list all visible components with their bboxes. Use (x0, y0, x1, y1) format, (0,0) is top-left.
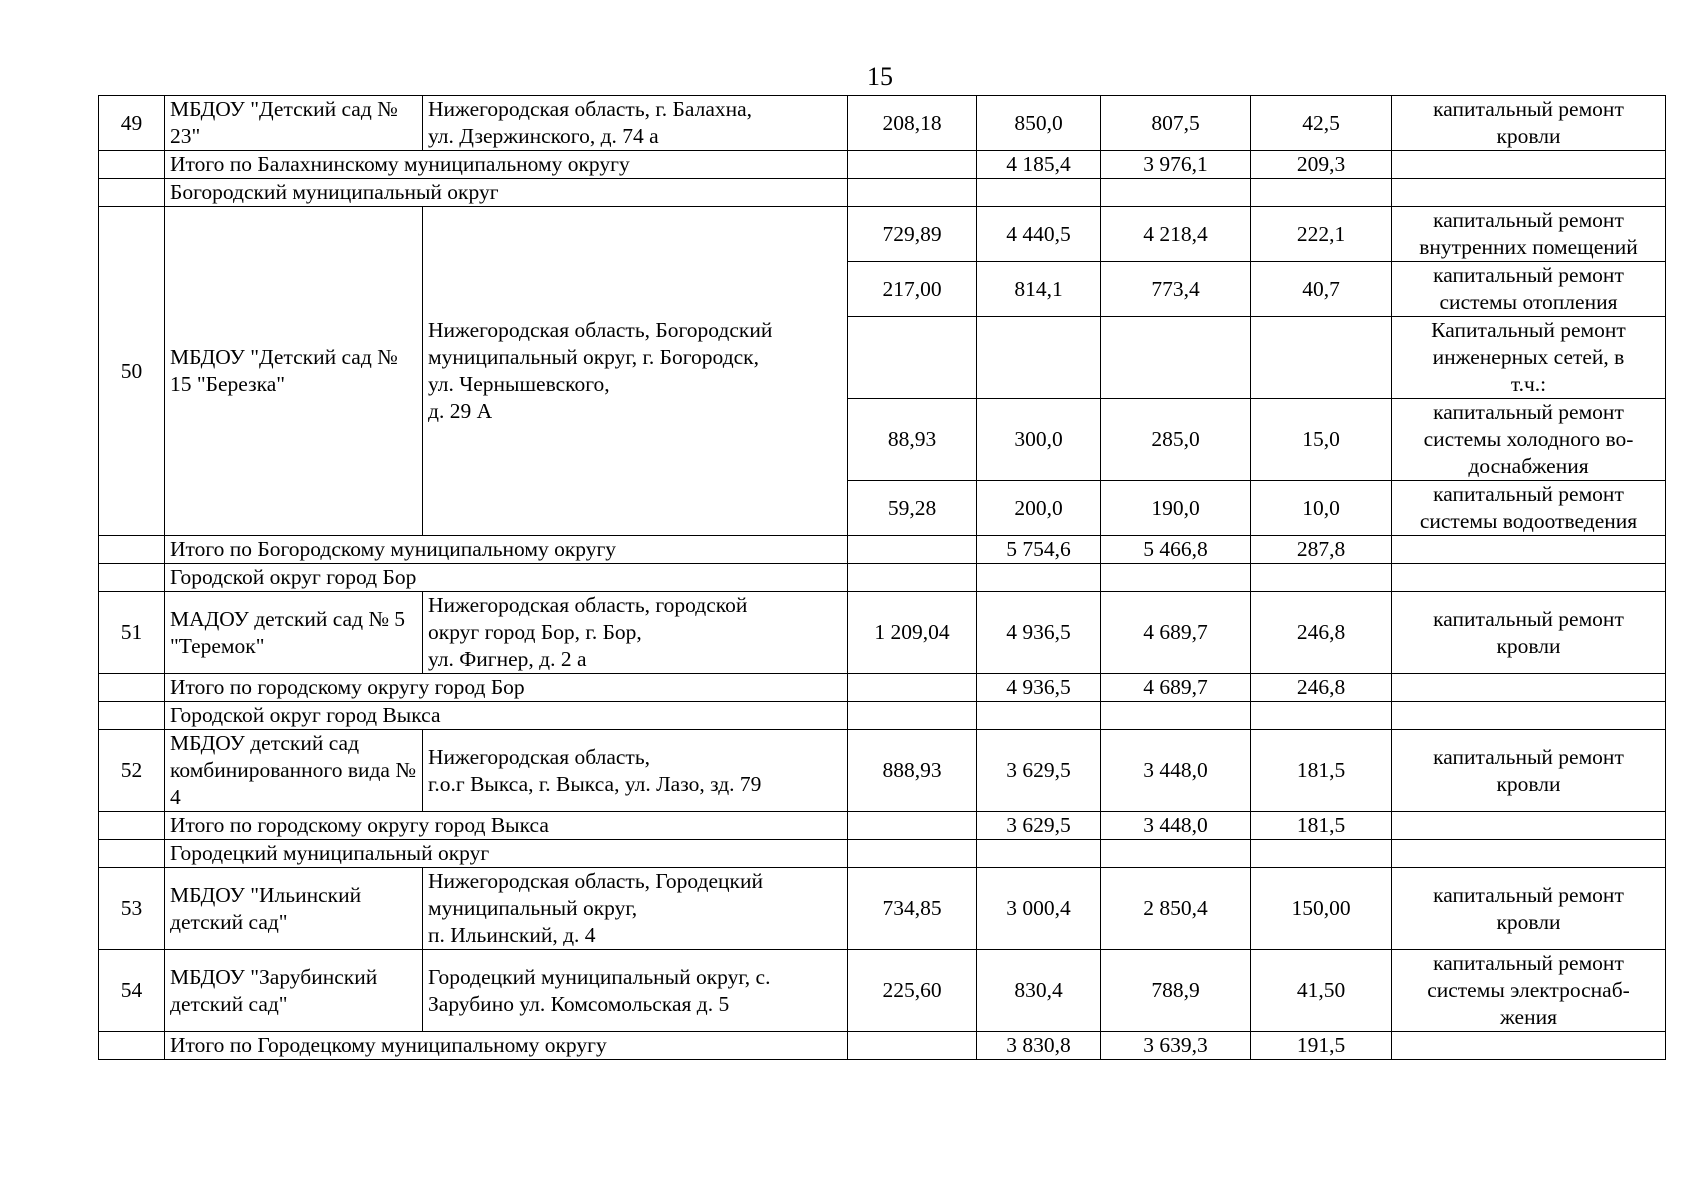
row-number (99, 840, 165, 868)
district-header-row (99, 564, 1666, 592)
area-value: 729,89 (848, 207, 977, 262)
total-cost: 830,4 (977, 950, 1101, 1032)
regional-budget: 2 850,4 (1101, 868, 1251, 950)
work-type (1392, 317, 1666, 399)
local-budget: 42,5 (1251, 96, 1392, 151)
area-value (848, 674, 977, 702)
area-value: 217,00 (848, 262, 977, 317)
table-row (99, 950, 1666, 1032)
institution-name: МАДОУ детский сад № 5 "Теремок" (165, 592, 423, 674)
institution-address-line: ул. Фигнер, д. 2 а (428, 647, 587, 671)
work-type-line: внутренних помещений (1419, 235, 1638, 259)
work-type-line: системы холодного во- (1423, 427, 1634, 451)
work-type-line: капитальный ремонт (1433, 482, 1624, 506)
work-type-line: кровли (1496, 771, 1561, 796)
row-number (99, 1032, 165, 1060)
work-type (1392, 96, 1666, 151)
work-type (1392, 950, 1666, 1032)
work-type-line: капитальный ремонт (1433, 400, 1624, 424)
institution-name: МБДОУ "Зарубинский детский сад" (165, 950, 423, 1032)
total-cost (977, 564, 1101, 592)
work-type (1392, 674, 1666, 702)
row-number (99, 179, 165, 207)
total-cost: 3 830,8 (977, 1032, 1101, 1060)
regional-budget: 773,4 (1101, 262, 1251, 317)
local-budget (1251, 564, 1392, 592)
local-budget: 246,8 (1251, 674, 1392, 702)
local-budget: 181,5 (1251, 812, 1392, 840)
local-budget (1251, 702, 1392, 730)
area-value (848, 151, 977, 179)
work-type (1392, 262, 1666, 317)
area-value (848, 1032, 977, 1060)
area-value (848, 840, 977, 868)
district-total-label: Итого по Балахнинскому муниципальному округу (165, 151, 848, 179)
regional-budget (1101, 317, 1251, 399)
row-number: 52 (99, 730, 165, 812)
work-type-line: доснабжения (1468, 454, 1589, 478)
district-name: Городской округ город Выкса (165, 702, 848, 730)
total-cost: 300,0 (977, 399, 1101, 481)
local-budget: 191,5 (1251, 1032, 1392, 1060)
local-budget: 10,0 (1251, 481, 1392, 536)
row-number: 51 (99, 592, 165, 674)
work-type-line: кровли (1496, 124, 1561, 148)
district-total-row (99, 812, 1666, 840)
regional-budget (1101, 564, 1251, 592)
institution-address-line: Нижегородская область, г. Балахна, (428, 97, 753, 121)
institution-address-line: п. Ильинский, д. 4 (428, 923, 596, 947)
table-row (99, 592, 1666, 674)
institution-address-line: Нижегородская область, городской (428, 593, 748, 617)
row-number: 50 (99, 207, 165, 536)
district-name: Городской округ город Бор (165, 564, 848, 592)
institution-address (423, 868, 848, 950)
institution-address-line: Нижегородская область, (428, 744, 651, 769)
institution-address-line: Нижегородская область, Городецкий (428, 869, 764, 893)
total-cost (977, 702, 1101, 730)
work-type (1392, 812, 1666, 840)
local-budget: 209,3 (1251, 151, 1392, 179)
local-budget: 222,1 (1251, 207, 1392, 262)
institution-address (423, 207, 848, 536)
work-type-line: кровли (1496, 633, 1561, 658)
total-cost: 4 936,5 (977, 592, 1101, 674)
work-type (1392, 702, 1666, 730)
district-name: Богородский муниципальный округ (165, 179, 848, 207)
total-cost (977, 179, 1101, 207)
institution-name: МБДОУ детский сад комбинированного вида № 4 (165, 730, 423, 812)
work-type-line: Капитальный ремонт (1431, 318, 1626, 342)
total-cost: 4 440,5 (977, 207, 1101, 262)
institution-name: МБДОУ "Детский сад № 23" (165, 96, 423, 151)
area-value (848, 317, 977, 399)
area-value: 734,85 (848, 868, 977, 950)
institution-address (423, 950, 848, 1032)
institution-address-line: д. 29 А (428, 399, 493, 423)
district-total-row (99, 1032, 1666, 1060)
total-cost: 4 185,4 (977, 151, 1101, 179)
area-value: 888,93 (848, 730, 977, 812)
regional-budget: 788,9 (1101, 950, 1251, 1032)
total-cost (977, 317, 1101, 399)
row-number: 54 (99, 950, 165, 1032)
row-number (99, 536, 165, 564)
area-value: 1 209,04 (848, 592, 977, 674)
local-budget: 41,50 (1251, 950, 1392, 1032)
table-row (99, 207, 1666, 262)
regional-budget: 5 466,8 (1101, 536, 1251, 564)
area-value: 59,28 (848, 481, 977, 536)
local-budget (1251, 179, 1392, 207)
institution-name: МБДОУ "Детский сад № 15 "Березка" (165, 207, 423, 536)
regional-budget: 4 689,7 (1101, 674, 1251, 702)
table-body (99, 96, 1666, 1060)
local-budget: 150,00 (1251, 868, 1392, 950)
regional-budget: 807,5 (1101, 96, 1251, 151)
work-type-line: капитальный ремонт (1433, 882, 1624, 907)
work-type-line: капитальный ремонт (1433, 263, 1624, 287)
work-type (1392, 592, 1666, 674)
district-total-label: Итого по Богородскому муниципальному округу (165, 536, 848, 564)
institution-address-line: Городецкий муниципальный округ, с. (428, 964, 771, 989)
district-header-row (99, 840, 1666, 868)
work-type-line: капитальный ремонт (1433, 606, 1624, 631)
work-type-line: системы электроснаб- (1427, 978, 1630, 1002)
local-budget: 40,7 (1251, 262, 1392, 317)
institution-address-line: ул. Чернышевского, (428, 372, 610, 396)
institution-address-line: ул. Дзержинского, д. 74 а (428, 124, 659, 148)
row-number (99, 812, 165, 840)
total-cost: 814,1 (977, 262, 1101, 317)
district-total-row (99, 536, 1666, 564)
district-total-row (99, 674, 1666, 702)
work-type-line: капитальный ремонт (1433, 744, 1624, 769)
area-value (848, 702, 977, 730)
work-type-line: системы отопления (1439, 290, 1618, 314)
work-type (1392, 1032, 1666, 1060)
work-type-line: жения (1499, 1005, 1557, 1029)
work-type-line: системы водоотведения (1419, 509, 1638, 533)
regional-budget (1101, 840, 1251, 868)
institution-address (423, 96, 848, 151)
row-number (99, 151, 165, 179)
row-number (99, 564, 165, 592)
work-type (1392, 840, 1666, 868)
table-row (99, 868, 1666, 950)
row-number (99, 702, 165, 730)
total-cost: 850,0 (977, 96, 1101, 151)
local-budget: 246,8 (1251, 592, 1392, 674)
local-budget: 15,0 (1251, 399, 1392, 481)
institution-address-line: округ город Бор, г. Бор, (428, 620, 642, 644)
row-number: 49 (99, 96, 165, 151)
work-type (1392, 868, 1666, 950)
regional-budget: 4 689,7 (1101, 592, 1251, 674)
institution-address (423, 730, 848, 812)
table-row (99, 96, 1666, 151)
district-header-row (99, 702, 1666, 730)
row-number: 53 (99, 868, 165, 950)
institution-address-line: г.о.г Выкса, г. Выкса, ул. Лазо, зд. 79 (428, 771, 762, 796)
work-type-line: т.ч.: (1510, 372, 1547, 396)
work-type-line: капитальный ремонт (1433, 208, 1624, 232)
kindergarten-repair-table (98, 95, 1666, 1060)
work-type-line: капитальный ремонт (1433, 951, 1624, 975)
total-cost: 3 629,5 (977, 812, 1101, 840)
area-value (848, 536, 977, 564)
row-number (99, 674, 165, 702)
district-total-label: Итого по городскому округу город Выкса (165, 812, 848, 840)
district-header-row (99, 179, 1666, 207)
local-budget: 181,5 (1251, 730, 1392, 812)
district-name: Городецкий муниципальный округ (165, 840, 848, 868)
total-cost (977, 840, 1101, 868)
institution-address-line: муниципальный округ, г. Богородск, (428, 345, 759, 369)
area-value (848, 179, 977, 207)
total-cost: 200,0 (977, 481, 1101, 536)
area-value: 88,93 (848, 399, 977, 481)
work-type (1392, 399, 1666, 481)
local-budget: 287,8 (1251, 536, 1392, 564)
institution-address-line: Зарубино ул. Комсомольская д. 5 (428, 991, 730, 1016)
area-value (848, 564, 977, 592)
district-total-label: Итого по городскому округу город Бор (165, 674, 848, 702)
work-type (1392, 151, 1666, 179)
work-type-line: инженерных сетей, в (1432, 345, 1625, 369)
total-cost: 4 936,5 (977, 674, 1101, 702)
regional-budget: 3 639,3 (1101, 1032, 1251, 1060)
work-type-line: капитальный ремонт (1433, 97, 1624, 121)
local-budget (1251, 840, 1392, 868)
area-value: 225,60 (848, 950, 977, 1032)
regional-budget: 4 218,4 (1101, 207, 1251, 262)
local-budget (1251, 317, 1392, 399)
work-type (1392, 481, 1666, 536)
regional-budget (1101, 702, 1251, 730)
total-cost: 5 754,6 (977, 536, 1101, 564)
institution-address (423, 592, 848, 674)
district-total-label: Итого по Городецкому муниципальному округу (165, 1032, 848, 1060)
total-cost: 3 629,5 (977, 730, 1101, 812)
regional-budget: 3 448,0 (1101, 730, 1251, 812)
area-value: 208,18 (848, 96, 977, 151)
total-cost: 3 000,4 (977, 868, 1101, 950)
regional-budget (1101, 179, 1251, 207)
work-type (1392, 564, 1666, 592)
regional-budget: 285,0 (1101, 399, 1251, 481)
area-value (848, 812, 977, 840)
regional-budget: 3 448,0 (1101, 812, 1251, 840)
work-type (1392, 179, 1666, 207)
institution-address-line: Нижегородская область, Богородский (428, 318, 773, 342)
work-type (1392, 207, 1666, 262)
work-type (1392, 730, 1666, 812)
regional-budget: 3 976,1 (1101, 151, 1251, 179)
district-total-row (99, 151, 1666, 179)
institution-name: МБДОУ "Ильинский детский сад" (165, 868, 423, 950)
work-type (1392, 536, 1666, 564)
page-number: 15 (867, 62, 893, 91)
institution-address-line: муниципальный округ, (428, 896, 638, 920)
regional-budget: 190,0 (1101, 481, 1251, 536)
table-row (99, 730, 1666, 812)
work-type-line: кровли (1496, 909, 1561, 934)
